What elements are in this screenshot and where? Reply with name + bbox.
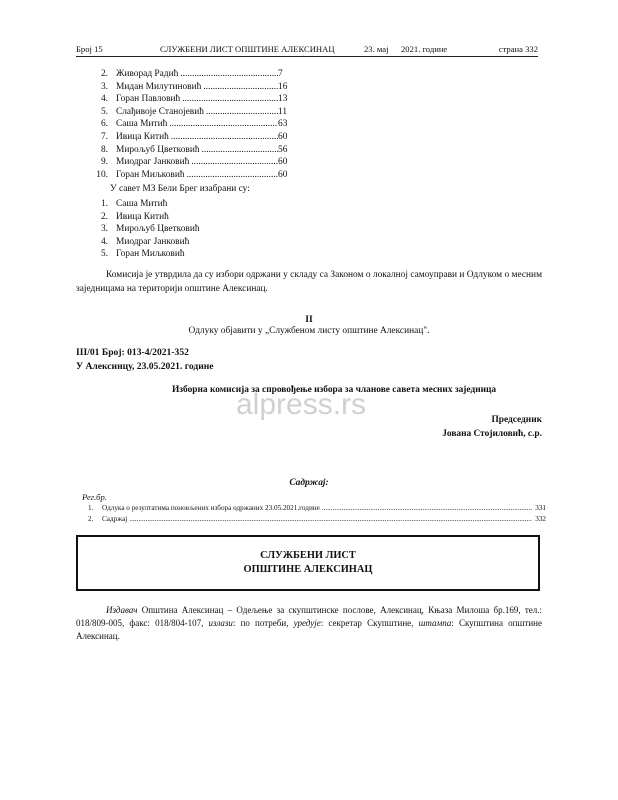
publisher-text: Општина Алексинац – Одељење за скупштинске послове, Алексинац, Књаза Милоша бр.169, тел.: 018/809-005, факс: 018/804-107, [76, 605, 542, 628]
publisher-info: Издавач Општина Алексинац – Одељење за скупштинске послове, Алексинац, Књаза Милоша бр.169, тел.: 018/809-005, факс: 018/804-107, излази: по потреби, уредује: секретар Скупштине, штампа: Скупштина општине Алексинац. [76, 605, 542, 641]
list-item: 2. Ивица Китић [100, 211, 169, 222]
list-item: 1. Саша Митић [100, 199, 168, 209]
issue-number: Број 15 [76, 44, 103, 54]
masthead-line1: СЛУЖБЕНИ ЛИСТ [260, 550, 356, 561]
reference-block [76, 346, 214, 374]
section-number: II [305, 314, 313, 325]
table-of-contents [88, 503, 546, 525]
list-item: 2. Живорад Радић ..... 7 [90, 68, 298, 81]
publisher-label: Издавач [106, 605, 138, 615]
list-item: 6. Саша Митић ..... 63 [90, 118, 298, 131]
reference-number: III/01 Број: 013-4/2021-352 [76, 347, 189, 358]
decision-text: Одлуку објавити у „Службеном листу општине Алексинац". [188, 326, 430, 336]
masthead-box [76, 535, 540, 591]
watermark: alpress.rs [236, 388, 367, 421]
issued-label: излази [208, 618, 233, 628]
page-header [76, 44, 538, 57]
commission-name: Изборна комисија за спровођење избора за чланове савета месних заједница [172, 385, 497, 395]
commission-paragraph: Комисија је утврдила да су избори одржани у складу са Законом о локалној самоуправи и Одлуком о месним заједницама на територији општине Алексинац. [76, 270, 542, 294]
issued-text: по потреби, [240, 618, 289, 628]
journal-name: СЛУЖБЕНИ ЛИСТ ОПШТИНЕ АЛЕКСИНАЦ [160, 44, 335, 54]
contents-title: Садржај: [289, 478, 329, 488]
list-item: 7. Ивица Китић ..... 60 [90, 131, 298, 144]
print-label: штампа [418, 618, 452, 628]
editor-text: секретар Скупштине, [328, 618, 414, 628]
list-item: 5. Слађивоје Станојевић ..... 11 [90, 106, 298, 119]
list-item: 8. Мирољуб Цветковић ..... 56 [90, 144, 298, 157]
masthead-line2: ОПШТИНЕ АЛЕКСИНАЦ [243, 564, 373, 575]
reference-place-date: У Алексинцу, 23.05.2021. године [76, 361, 214, 372]
list-item: 4. Миодраг Јанковић [100, 236, 190, 247]
reg-label: Рег.бр. [82, 492, 107, 502]
editor-label: уредује [293, 618, 321, 628]
toc-row: 1. Одлука о резултатима поновљених избора одржаних 23.05.2021.године ..... 331 [88, 503, 546, 514]
header-date-year: 2021. године [401, 44, 448, 54]
list-item: 9. Миодраг Јанковић ..... 60 [90, 156, 298, 169]
elected-list [90, 198, 200, 261]
print-text: Скупштина општине Алексинац. [76, 618, 542, 641]
list-item: 5. Горан Миљковић [100, 249, 185, 260]
signature-block [442, 413, 542, 441]
header-date-day: 23. мај [364, 44, 389, 54]
signature-role: Председник [491, 415, 542, 425]
list-item: 4. Горан Павловић ..... 13 [90, 93, 298, 106]
elected-intro: У савет МЗ Бели Брег изабрани су: [110, 184, 250, 194]
list-item: 3. Мидан Милутиновић ..... 16 [90, 81, 298, 94]
toc-row: 2. Садржај ..... 332 [88, 514, 546, 525]
list-item: 10. Горан Миљковић ..... 60 [90, 169, 298, 182]
list-item: 3. Мирољуб Цветковић [100, 224, 200, 235]
signature-name: Јована Стојиловић, с.р. [442, 429, 542, 439]
page-number: страна 332 [498, 44, 538, 54]
results-list [90, 68, 298, 181]
